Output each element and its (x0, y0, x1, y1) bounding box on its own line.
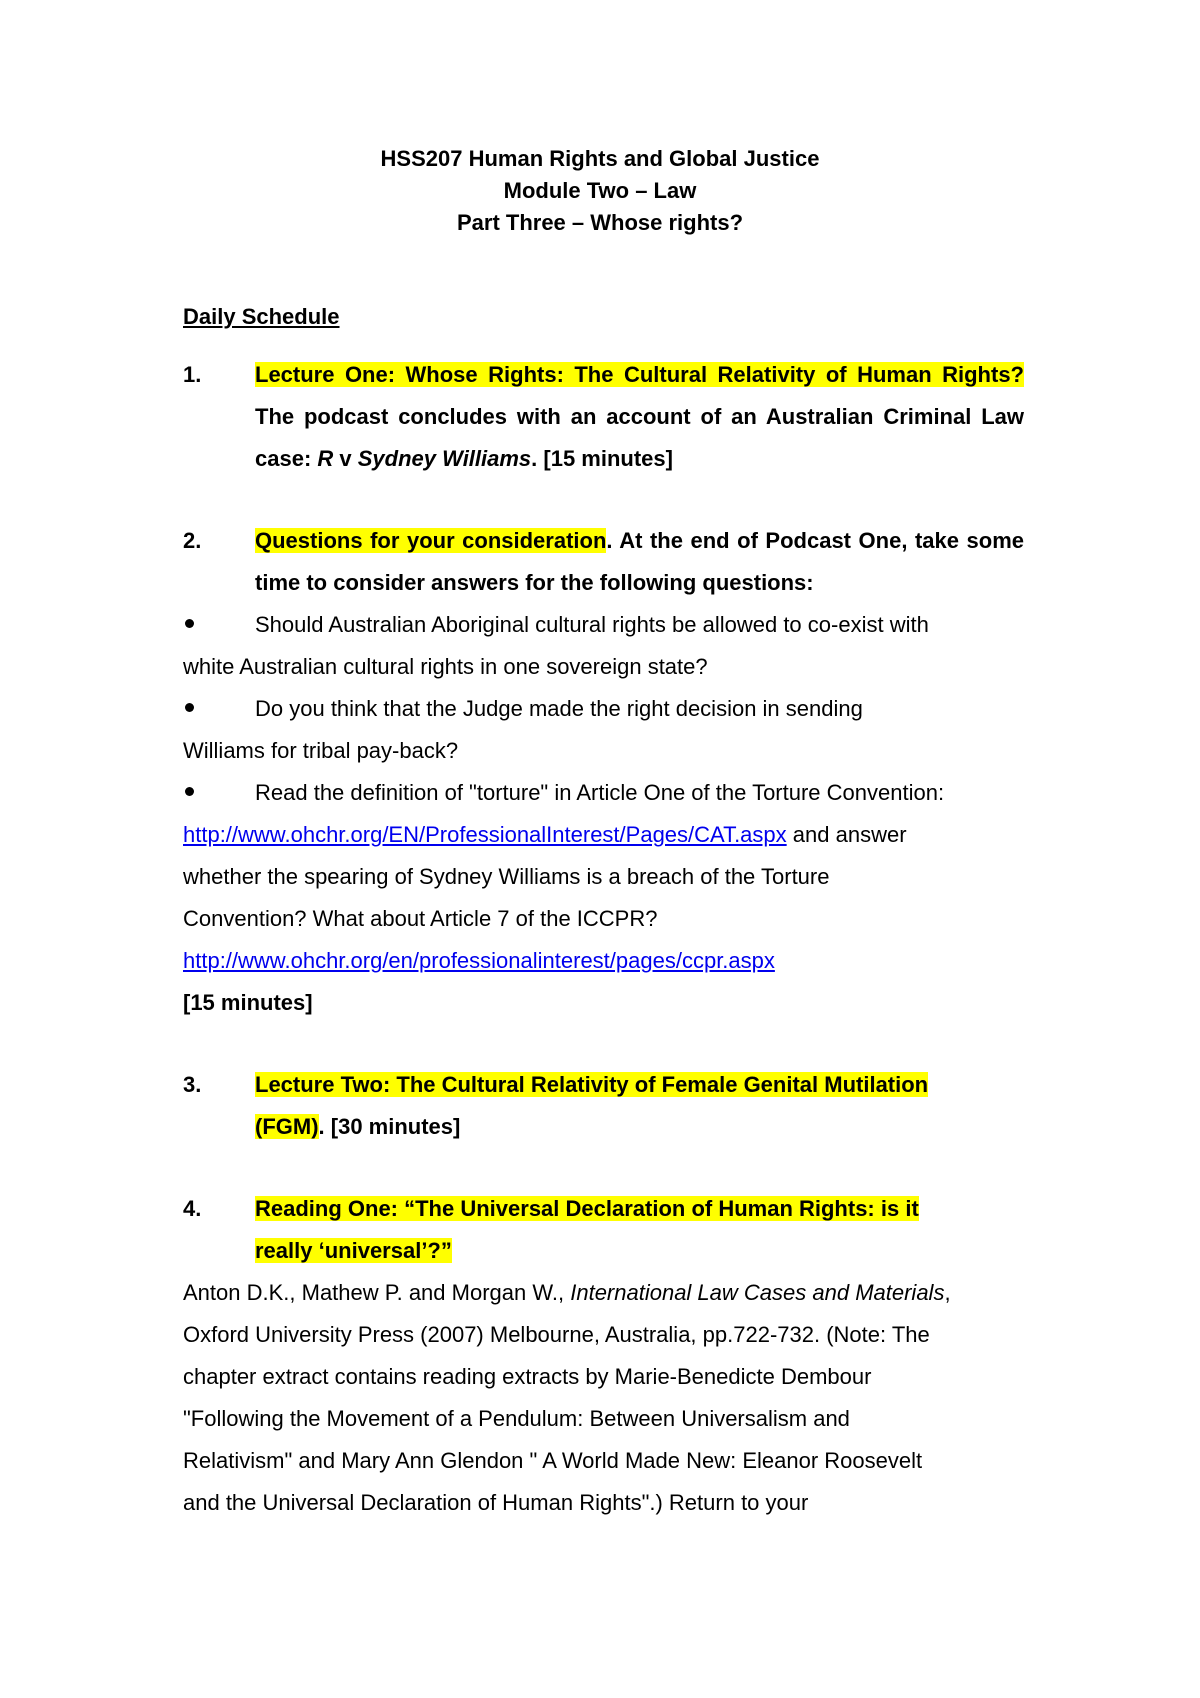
bullet-link-line (183, 814, 1024, 856)
item-text: . [30 minutes] (318, 1114, 461, 1139)
bullet-icon (185, 619, 194, 628)
item-text: The podcast concludes with an account of an Australian Criminal Law case: (255, 404, 1024, 471)
schedule-item-3 (183, 1064, 1024, 1148)
item-highlight: Questions for your consideration (255, 528, 607, 553)
item-number: 4. (183, 1196, 202, 1221)
bullet-rest-1: whether the spearing of Sydney Williams is a breach of the Torture (183, 864, 830, 889)
module-title: Module Two – Law (503, 178, 697, 203)
item-number: 2. (183, 528, 202, 553)
item-number: 1. (183, 362, 202, 387)
item-tail: . [15 minutes] (531, 446, 673, 471)
bullet-lead: Read the definition of "torture" in Article One of the Torture Convention: (255, 780, 945, 805)
document-title (0, 143, 1200, 239)
case-v: v (333, 446, 358, 471)
part-title: Part Three – Whose rights? (456, 210, 744, 235)
case-r: R (317, 446, 334, 471)
item-highlight: Reading One: “The Universal Declaration of Human Rights: is it really ‘universal’?” (255, 1196, 919, 1263)
bullet-icon (185, 787, 194, 796)
citation-title: International Law Cases and Materials (570, 1280, 945, 1305)
question-bullet-1 (183, 604, 1024, 688)
question-bullet-3 (183, 772, 1024, 982)
reading-citation (183, 1272, 953, 1524)
document-body (183, 296, 1024, 1524)
question-bullet-2 (183, 688, 1024, 772)
citation-rest: , Oxford University Press (2007) Melbourne, Australia, pp.722-732. (Note: The chapter extract contains reading extracts by Marie-Benedicte Dembour "Following the Movement of a Pendulum: Between Universalism and Relativism" and Mary Ann Glendon " A World Made New: Eleanor Roosevelt and the Universal Declaration of Human Rights".) Return to your (183, 1280, 951, 1515)
item-highlight: Lecture One: Whose Rights: The Cultural Relativity of Human Rights? (255, 362, 1024, 387)
bullet-rest: Williams for tribal pay-back? (183, 738, 459, 763)
bullet-rest: white Australian cultural rights in one sovereign state? (183, 654, 708, 679)
schedule-item-2 (183, 520, 1024, 604)
link-after-text: and answer (786, 822, 907, 847)
item-number: 3. (183, 1072, 202, 1097)
item-highlight: Lecture Two: The Cultural Relativity of Female Genital Mutilation (FGM) (255, 1072, 929, 1139)
item-text: . At the end of Podcast One, take some time to consider answers for the following questions: (255, 528, 1024, 595)
cat-convention-link[interactable]: http://www.ohchr.org/EN/ProfessionalInterest/Pages/CAT.aspx (183, 822, 787, 847)
bullet-icon (185, 703, 194, 712)
schedule-heading: Daily Schedule (183, 304, 340, 329)
course-title: HSS207 Human Rights and Global Justice (380, 146, 820, 171)
bullet-rest-2: Convention? What about Article 7 of the ICCPR? (183, 906, 658, 931)
iccpr-link[interactable]: http://www.ohchr.org/en/professionalinterest/pages/ccpr.aspx (183, 948, 775, 973)
citation-authors: Anton D.K., Mathew P. and Morgan W., (183, 1280, 571, 1305)
schedule-item-4 (183, 1188, 1024, 1524)
item-duration: [15 minutes] (183, 990, 313, 1015)
schedule-item-1 (183, 354, 1024, 480)
bullet-lead: Do you think that the Judge made the right decision in sending (255, 696, 863, 721)
bullet-lead: Should Australian Aboriginal cultural rights be allowed to co-exist with (255, 612, 929, 637)
case-name: Sydney Williams (357, 446, 532, 471)
